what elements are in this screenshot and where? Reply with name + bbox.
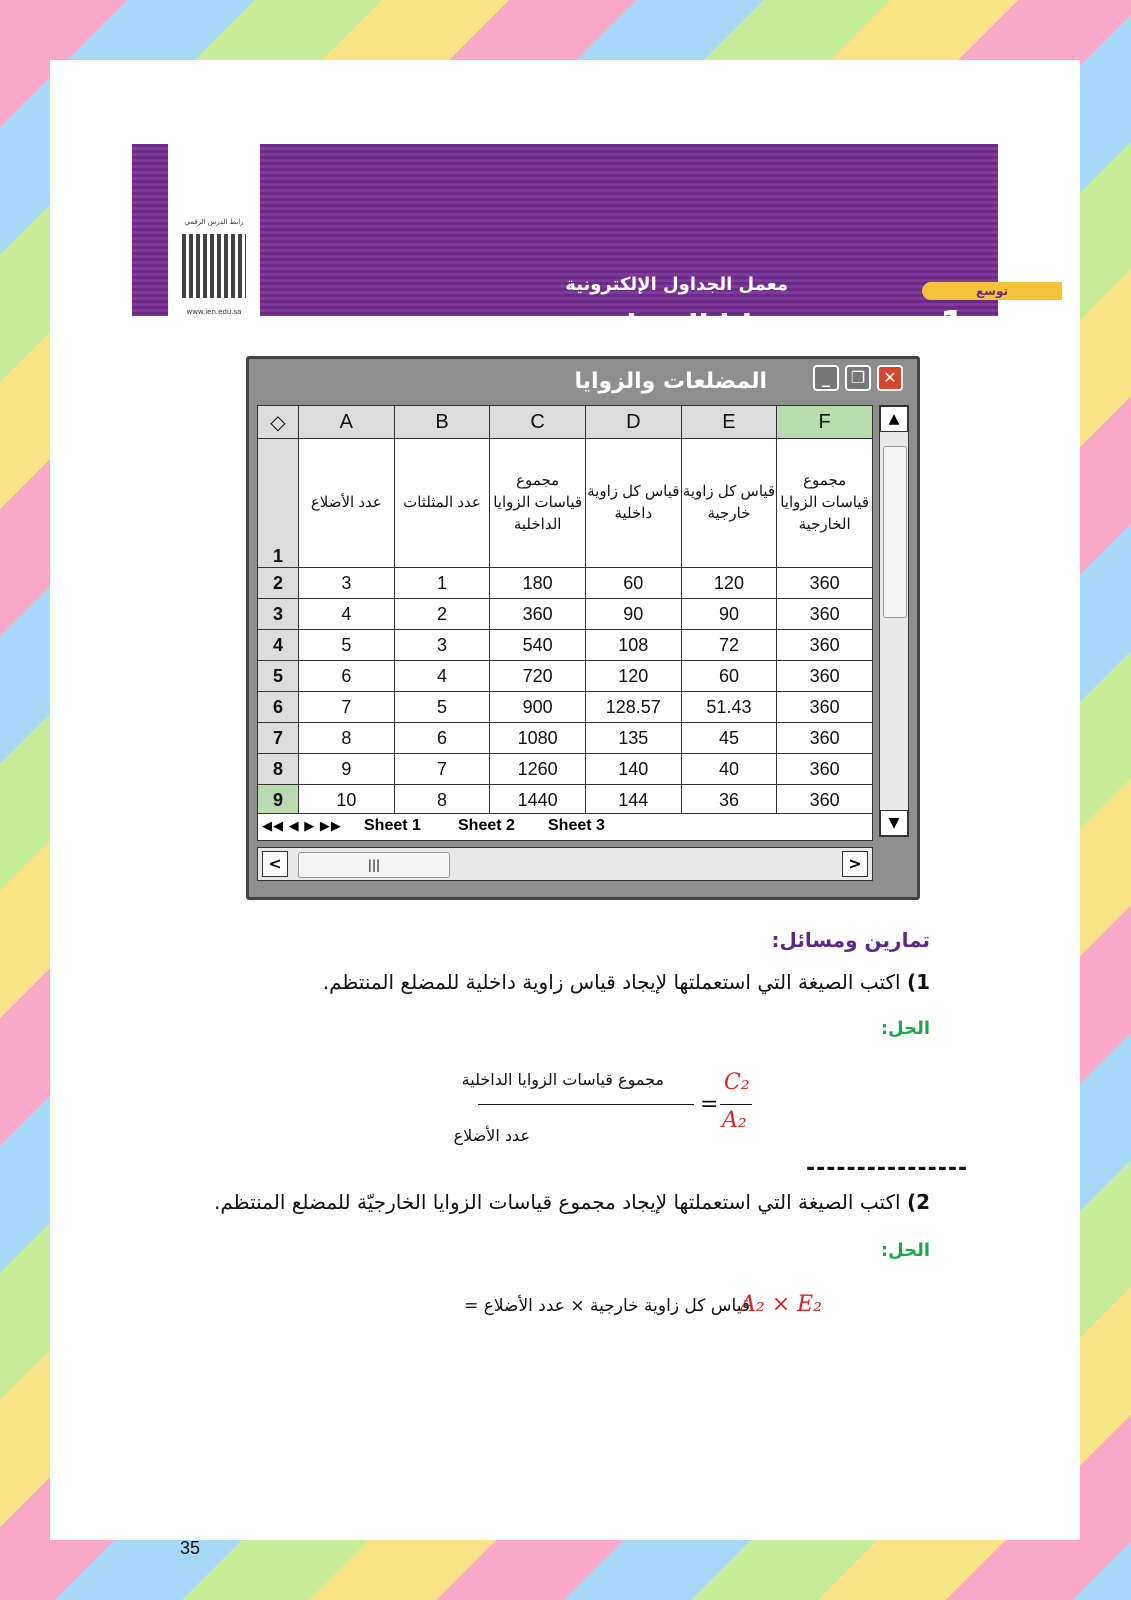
col-header-e[interactable]: E (681, 406, 777, 439)
table-row (258, 692, 873, 723)
row-header[interactable]: 2 (258, 568, 299, 599)
row-header[interactable]: 9 (258, 785, 299, 816)
table-cell[interactable]: 108 (585, 630, 681, 661)
table-cell[interactable]: 1080 (490, 723, 586, 754)
question-1 (323, 970, 930, 994)
table-cell[interactable]: 4 (299, 599, 395, 630)
table-cell[interactable]: 45 (681, 723, 777, 754)
formula1-fraction-bar (478, 1104, 694, 1105)
col-header-a[interactable]: A (299, 406, 395, 439)
tab-sheet-1[interactable]: Sheet 1 (364, 817, 421, 834)
qr-code-icon[interactable] (182, 234, 246, 298)
vertical-scrollbar[interactable] (879, 405, 909, 837)
table-cell[interactable]: 360 (490, 599, 586, 630)
table-cell[interactable]: 140 (585, 754, 681, 785)
table-cell[interactable]: 360 (777, 785, 873, 816)
table-cell[interactable]: 5 (394, 692, 490, 723)
table-row (258, 661, 873, 692)
table-cell[interactable]: 128.57 (585, 692, 681, 723)
cell-header[interactable]: مجموع قياسات الزوايا الداخلية (490, 439, 586, 568)
row-header[interactable]: 6 (258, 692, 299, 723)
table-row (258, 599, 873, 630)
formula1-denominator: عدد الأضلاع (453, 1126, 530, 1145)
banner-title: زوايا المضلع (604, 309, 788, 344)
scroll-down-icon[interactable]: ▼ (880, 810, 908, 836)
table-cell[interactable]: 135 (585, 723, 681, 754)
table-cell[interactable]: 60 (681, 661, 777, 692)
separator: ---------------- (806, 1156, 969, 1181)
qr-caption: رابط الدرس الرقمي (184, 218, 244, 226)
formula2-math: A₂ × E₂ (740, 1292, 823, 1317)
solution-label-1: الحل: (880, 1018, 930, 1039)
table-cell[interactable]: 3 (299, 568, 395, 599)
row-header[interactable]: 3 (258, 599, 299, 630)
table-cell[interactable]: 72 (681, 630, 777, 661)
row-header[interactable]: 1 (258, 439, 299, 568)
table-cell[interactable]: 7 (299, 692, 395, 723)
table-cell[interactable]: 3 (394, 630, 490, 661)
table-cell[interactable]: 120 (585, 661, 681, 692)
spreadsheet-grid (257, 405, 873, 816)
exercises-heading: تمارين ومسائل: (771, 928, 930, 952)
col-header-b[interactable]: B (394, 406, 490, 439)
table-cell[interactable]: 1260 (490, 754, 586, 785)
banner-subtitle: معمل الجداول الإلكترونية (565, 274, 788, 295)
cell-header[interactable]: قياس كل زاوية داخلية (585, 439, 681, 568)
table-cell[interactable]: 1440 (490, 785, 586, 816)
table-cell[interactable]: 720 (490, 661, 586, 692)
table-cell[interactable]: 1 (394, 568, 490, 599)
table-row (258, 785, 873, 816)
col-header-f[interactable]: F (777, 406, 873, 439)
page (50, 60, 1080, 1558)
table-row (258, 723, 873, 754)
table-cell[interactable]: 90 (681, 599, 777, 630)
table-cell[interactable]: 360 (777, 723, 873, 754)
col-header-c[interactable]: C (490, 406, 586, 439)
select-all-corner[interactable]: ◇ (258, 406, 299, 439)
table-cell[interactable]: 360 (777, 692, 873, 723)
solution-label-2: الحل: (880, 1240, 930, 1261)
table-cell[interactable]: 360 (777, 754, 873, 785)
formula1-cell-fraction-bar (720, 1104, 752, 1105)
lesson-number: 1-1 (940, 304, 980, 386)
row-header[interactable]: 7 (258, 723, 299, 754)
table-cell[interactable]: 540 (490, 630, 586, 661)
cell-header[interactable]: قياس كل زاوية خارجية (681, 439, 777, 568)
table-cell[interactable]: 10 (299, 785, 395, 816)
window-title: المضلعات والزوايا (574, 369, 767, 394)
formula1-equals: = (700, 1092, 719, 1117)
q2-text: اكتب الصيغة التي استعملتها لإيجاد مجموع قياسات الزوايا الخارجيّة للمضلع المنتظم. (214, 1190, 901, 1214)
q1-text: اكتب الصيغة التي استعملتها لإيجاد قياس زاوية داخلية للمضلع المنتظم. (322, 970, 901, 994)
table-cell[interactable]: 40 (681, 754, 777, 785)
cell-header[interactable]: عدد المثلثات (394, 439, 490, 568)
formula1-bottom: A₂ (722, 1108, 747, 1133)
horizontal-scrollbar[interactable] (257, 847, 873, 881)
cell-header[interactable]: عدد الأضلاع (299, 439, 395, 568)
formula1-numerator: مجموع قياسات الزوايا الداخلية (461, 1070, 664, 1089)
sheet-nav-icons[interactable]: ◀◀ ◀ ▶ ▶▶ (262, 818, 342, 833)
formula2-text: قياس كل زاوية خارجية × عدد الأضلاع = (464, 1296, 750, 1316)
scroll-up-icon[interactable]: ▲ (880, 406, 908, 432)
table-cell[interactable]: 144 (585, 785, 681, 816)
table-cell[interactable]: 900 (490, 692, 586, 723)
tab-sheet-3[interactable]: Sheet 3 (548, 817, 605, 834)
table-cell[interactable]: 6 (394, 723, 490, 754)
cell-header[interactable]: مجموع قياسات الزوايا الخارجية (777, 439, 873, 568)
scroll-left-icon[interactable]: < (262, 851, 288, 877)
scroll-right-icon[interactable]: > (842, 851, 868, 877)
table-cell[interactable]: 180 (490, 568, 586, 599)
row-header[interactable]: 8 (258, 754, 299, 785)
table-cell[interactable]: 4 (394, 661, 490, 692)
table-cell[interactable]: 60 (585, 568, 681, 599)
minimize-icon[interactable]: _ (813, 365, 839, 391)
table-cell[interactable]: 8 (299, 723, 395, 754)
table-cell[interactable]: 36 (681, 785, 777, 816)
h-scroll-thumb[interactable]: ||| (298, 852, 450, 878)
q1-number: 1) (906, 970, 930, 994)
table-row (258, 568, 873, 599)
table-cell[interactable]: 8 (394, 785, 490, 816)
table-cell[interactable]: 5 (299, 630, 395, 661)
col-header-d[interactable]: D (585, 406, 681, 439)
q2-number: 2) (906, 1190, 930, 1214)
table-cell[interactable]: 360 (777, 599, 873, 630)
table-row (258, 630, 873, 661)
qr-code-box[interactable] (168, 144, 260, 316)
table-cell[interactable]: 360 (777, 661, 873, 692)
tab-sheet-2[interactable]: Sheet 2 (458, 817, 515, 834)
extension-tag: توسع (922, 282, 1062, 300)
formula1-top: C₂ (724, 1070, 750, 1095)
table-cell[interactable]: 51.43 (681, 692, 777, 723)
maximize-icon[interactable]: ❐ (845, 365, 871, 391)
table-cell[interactable]: 7 (394, 754, 490, 785)
page-number: 35 (180, 1538, 201, 1558)
qr-url: www.ien.edu.sa (186, 308, 242, 316)
table-row (258, 754, 873, 785)
table-cell[interactable]: 120 (681, 568, 777, 599)
close-icon[interactable]: ✕ (877, 365, 903, 391)
table-cell[interactable]: 90 (585, 599, 681, 630)
table-cell[interactable]: 360 (777, 568, 873, 599)
question-2 (214, 1190, 930, 1214)
table-cell[interactable]: 2 (394, 599, 490, 630)
sheet-tab-bar (257, 813, 873, 841)
table-cell[interactable]: 9 (299, 754, 395, 785)
row-header[interactable]: 5 (258, 661, 299, 692)
table-cell[interactable]: 6 (299, 661, 395, 692)
spreadsheet-window (246, 356, 920, 900)
row-header[interactable]: 4 (258, 630, 299, 661)
table-cell[interactable]: 360 (777, 630, 873, 661)
scroll-thumb[interactable] (883, 446, 907, 618)
